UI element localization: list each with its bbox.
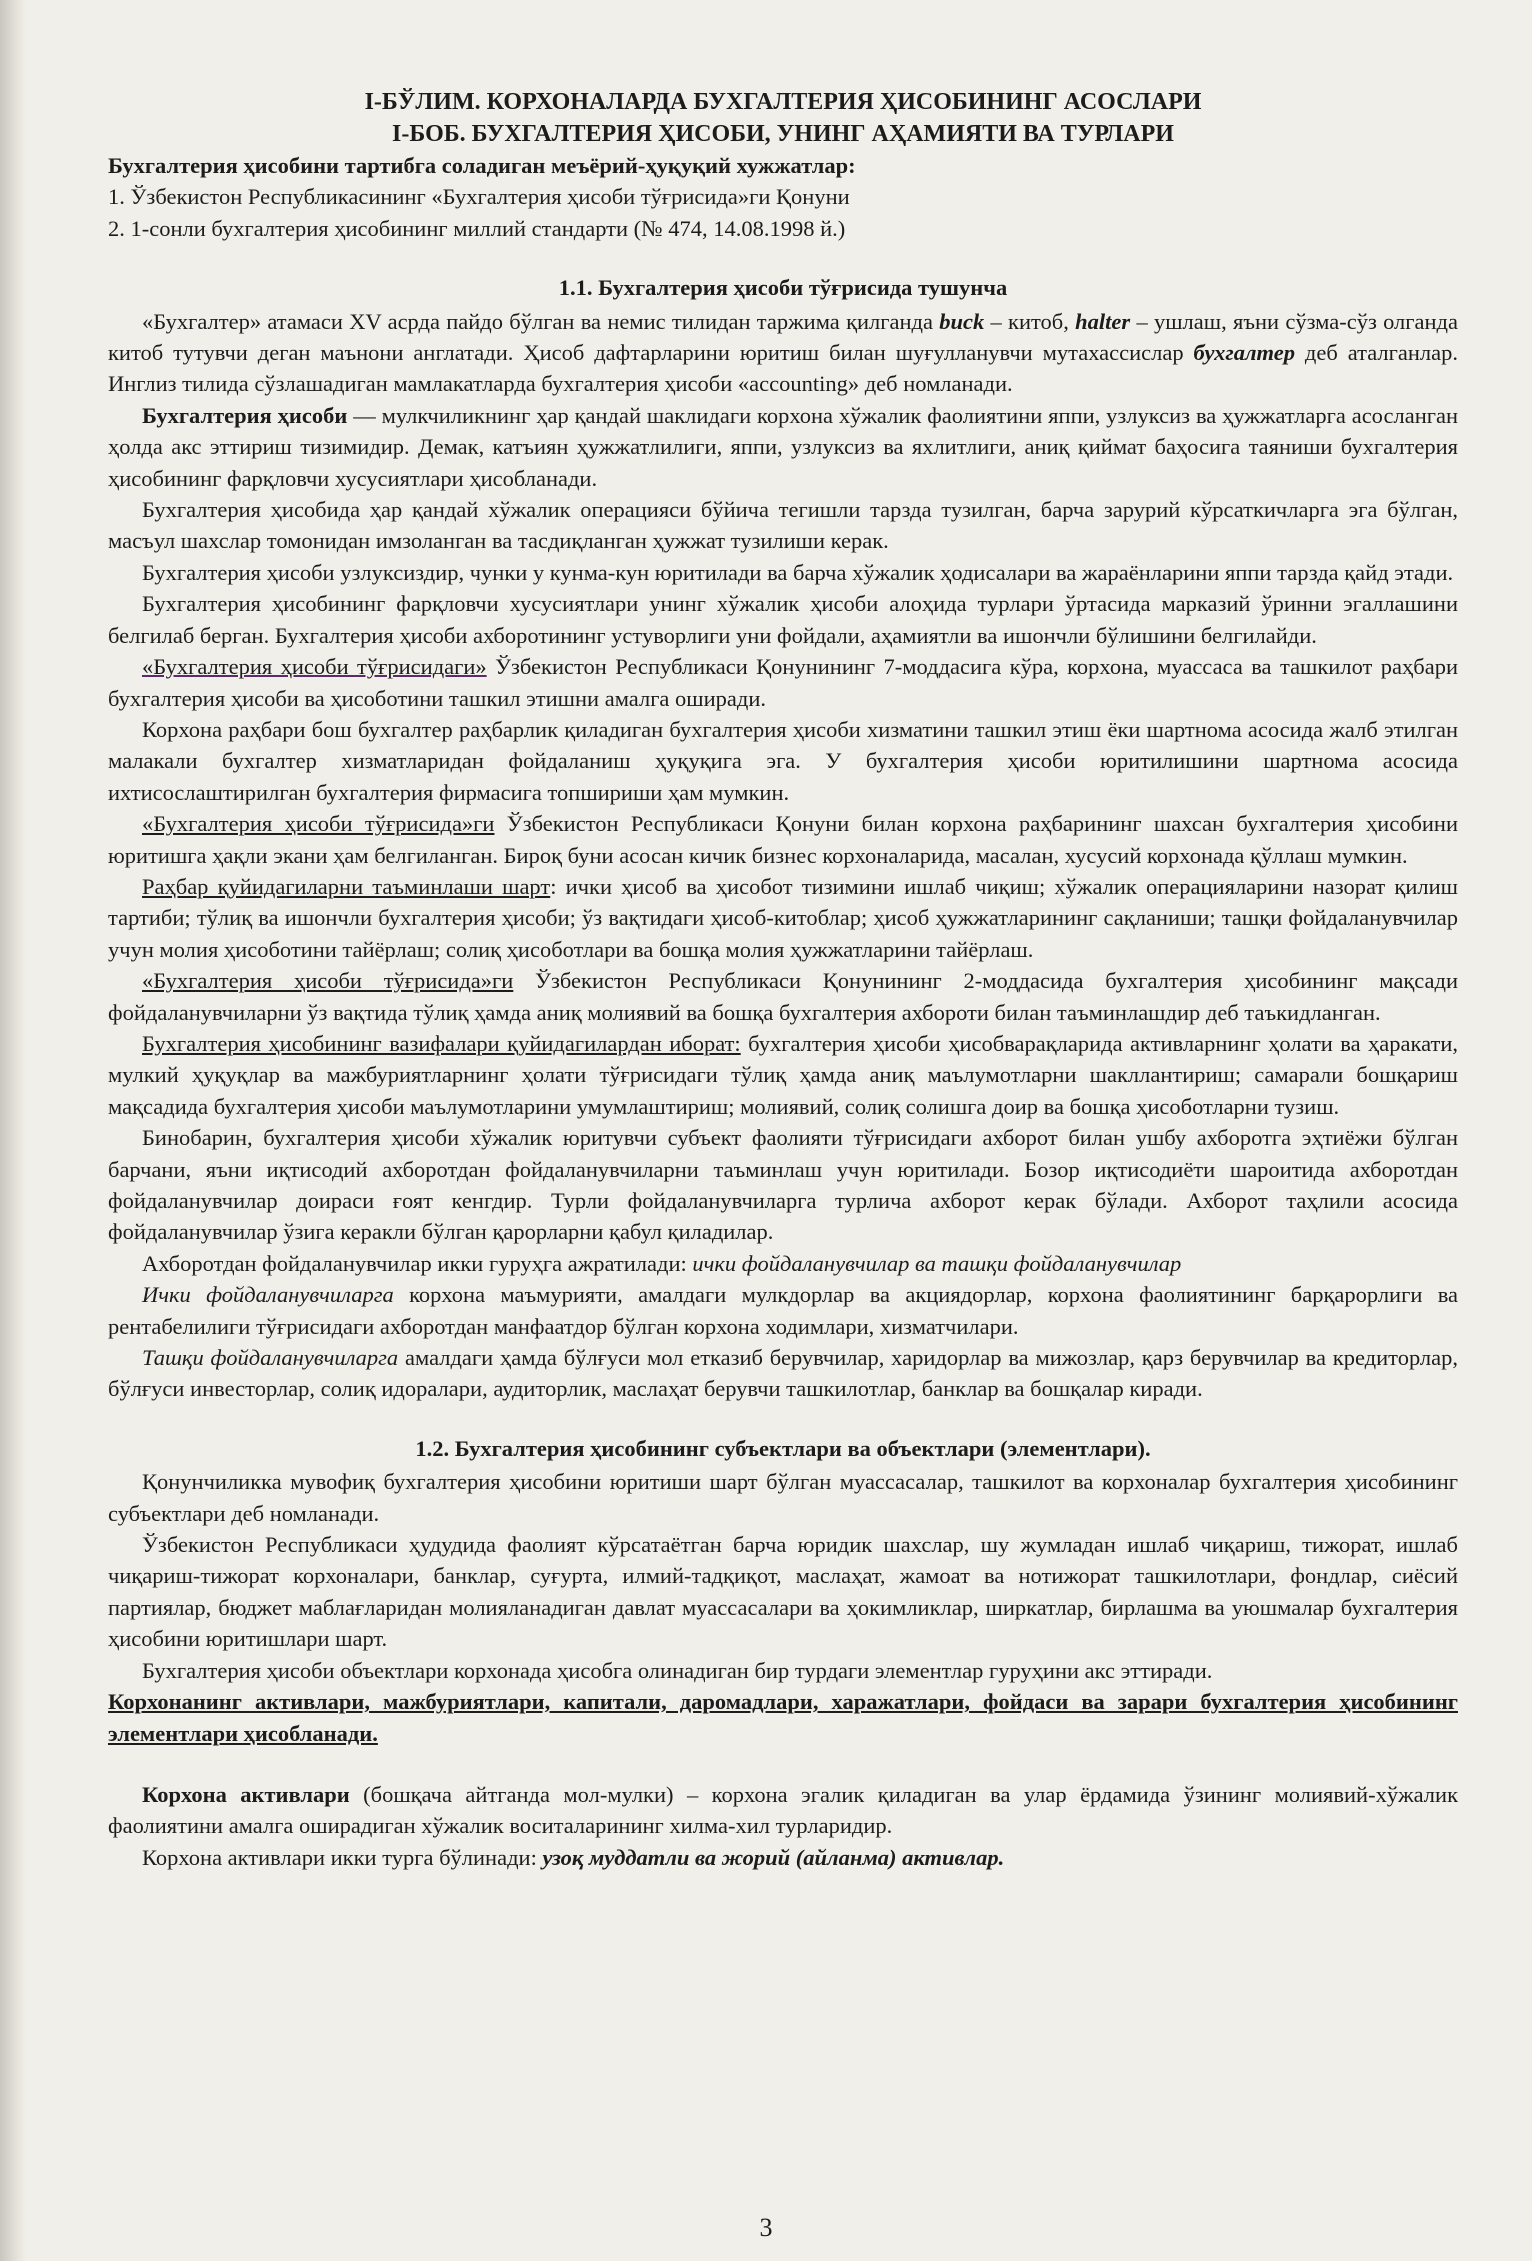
underlined-phrase: Раҳбар қуйидагиларни таъминлаши шарт xyxy=(142,873,551,899)
paragraph-objects: Бухгалтерия ҳисоби объектлари корхонада ҳисобга олинадиган бир турдаги элементлар гуруҳини акс эттиради. xyxy=(142,1657,1213,1683)
text-run: – китоб, xyxy=(984,308,1076,334)
paragraph-subjects: Қонунчиликка мувофиқ бухгалтерия ҳисобини юритиши шарт бўлган муассасалар, ташкилот ва корхоналар бухгалтерия ҳисобининг субъектлари деб номланади. xyxy=(108,1469,1458,1526)
regulation-item-2: 2. 1-сонли бухгалтерия ҳисобининг миллий стандарти (№ 474, 14.08.1998 й.) xyxy=(108,215,846,241)
underlined-phrase: Бухгалтерия ҳисобининг вазифалари қуйидагилардан иборат: xyxy=(142,1030,741,1056)
paragraph-law-article-7 xyxy=(108,651,1458,714)
term-buck: buck xyxy=(939,308,985,334)
text-run: бухгалтерия ҳисоби ҳисобварақларида активларнинг ҳолати ва ҳаракати, мулкий ҳуқуқлар ва мажбуриятларнинг ҳолати тўғрисидаги тўлиқ ҳамда аниқ маълумотларни шакллантириш; самарали бошқариш мақсадида бухгалтерия ҳисоби маълумотларини умумлаштириш; молиявий, солиқ солишга доир ва бошқа ҳисоботларни тузиш. xyxy=(108,1030,1458,1119)
paragraph-legal-entities: Ўзбекистон Республикаси ҳудудида фаолият кўрсатаётган барча юридик шахслар, шу жумладан ишлаб чиқариш, тижорат, ишлаб чиқариш-тижорат корхоналари, банклар, суғурта, илмий-тадқиқот, маслаҳат, жамоат ва нотижорат ташкилотлари, фондлар, сиёсий партиялар, бюджет маблағларидан молияланадиган давлат муассасалари ва ҳокимликлар, ширкатлар, бирлашма ва уюшмалар бухгалтерия ҳисобини юритишлари шарт. xyxy=(108,1532,1458,1652)
paragraph-head-right xyxy=(108,808,1458,871)
law-reference: «Бухгалтерия ҳисоби тўғрисида»ги xyxy=(142,968,514,994)
regulation-item-1: 1. Ўзбекистон Республикасининг «Бухгалтерия ҳисоби тўғрисида»ги Қонуни xyxy=(108,184,850,210)
elements-statement: Корхонанинг активлари, мажбуриятлари, капитали, даромадлари, харажатлари, фойдаси ва зарари бухгалтерия ҳисобининг элементлари ҳисобланади. xyxy=(108,1689,1458,1746)
text-run: Ўзбекистон Республикаси Қонунининг 2-моддасида бухгалтерия ҳисобининг мақсади фойдаланувчиларни ўз вақтида тўлиқ ҳамда аниқ молиявий ва бошқа бухгалтерия ахбороти билан таъминлашдир деб таъкидланган. xyxy=(108,968,1458,1025)
law-reference: «Бухгалтерия ҳисоби тўғрисидаги» xyxy=(142,654,487,680)
paragraph-documents: Бухгалтерия ҳисобида ҳар қандай хўжалик операцияси бўйича тегишли тарзда тузилган, барча зарурий кўрсаткичларга эга бўлган, масъул шахслар томонидан имзоланган ва тасдиқланган ҳужжат тузилиши керак. xyxy=(108,497,1458,554)
paragraph-information-users: Бинобарин, бухгалтерия ҳисоби хўжалик юритувчи субъект фаолияти тўғрисидаги ахборот билан ушбу ахборотга эҳтиёжи бўлган барчани, яъни иқтисодий ахборотдан фойдаланувчиларни таъминлаш учун юритилади. Бозор иқтисодиёти шароитида ахборотдан фойдаланувчилар доираси ғоят кенгдир. Турли фойдаланувчиларга турлича ахборот керак бўлади. Ахборот таҳлили асосида фойдаланувчилар ўзига керакли бўлган қарорларни қабул қиладилар. xyxy=(108,1125,1458,1245)
law-reference: «Бухгалтерия ҳисоби тўғрисида»ги xyxy=(142,811,495,837)
paragraph-asset-types xyxy=(108,1842,1458,1873)
text-run: Корхона активлари икки турга бўлинади: xyxy=(142,1844,543,1870)
paragraph-tasks xyxy=(108,1028,1458,1122)
italic-phrase: ички фойдаланувчилар ва ташқи фойдаланувчилар xyxy=(692,1250,1182,1276)
text-run: Ахборотдан фойдаланувчилар икки гуруҳга ажратилади: xyxy=(142,1250,693,1276)
regulation-heading: Бухгалтерия ҳисобини тартибга соладиган меъёрий-ҳуқуқий хужжатлар: xyxy=(108,153,856,178)
text-run: : ички ҳисоб ва ҳисобот тизимини ишлаб чиқиш; хўжалик операцияларини назорат қилиш тартиби; тўлиқ ва ишончли бухгалтерия ҳисоби; ўз вақтидаги ҳисоб-китоблар; ҳисоб ҳужжатларининг сақланиши; ташқи фойдаланувчилар учун молия ҳисоботини тайёрлаш; солиқ ҳисоботлари ва бошқа молия ҳужжатларини тайёрлаш. xyxy=(108,873,1458,962)
paragraph-chief-accountant: Корхона раҳбари бош бухгалтер раҳбарлик қиладиган бухгалтерия ҳисоби хизматини ташкил этиш ёки шартнома асосида жалб этилган малакали бухгалтер хизматларидан фойдаланиш ҳуқуқига эга. У бухгалтерия ҳисоби юритилишини шартнома асосида ихтисослаштирилган бухгалтерия фирмасига топшириши ҳам мумкин. xyxy=(108,716,1458,805)
paragraph-external-users xyxy=(108,1342,1458,1405)
term-halter: halter xyxy=(1075,308,1131,334)
paragraph-law-article-2 xyxy=(108,965,1458,1028)
text-run: (бошқача айтганда мол-мулки) – корхона эгалик қиладиган ва улар ёрдамида ўзининг молиявий-хўжалик фаолиятини амалга оширадиган хўжалик воситаларининг хилма-хил турларидир. xyxy=(108,1781,1459,1839)
asset-types-phrase: узоқ муддатли ва жорий (айланма) активлар. xyxy=(542,1844,1005,1870)
text-run: «Бухгалтер» атамаси XV асрда пайдо бўлган ва немис тилидан таржима қилганда xyxy=(142,308,940,334)
text-run: Ўзбекистон Республикаси Қонунининг 7-моддасига кўра, корхона, муассаса ва ташкилот раҳбари бухгалтерия ҳисоби ва ҳисоботини ташкил этишни амалга оширади. xyxy=(108,654,1458,711)
paragraph-definition xyxy=(108,400,1458,494)
text-run: корхона маъмурияти, амалдаги мулкдорлар ва акциядорлар, корхона фаолиятининг барқарорлиги ва рентабелилиги тўғрисидаги ахборотдан манфаатдор бўлган корхона ходимлари, хизматчилари. xyxy=(108,1282,1459,1339)
text-run: – ушлаш, яъни сўзма-сўз олганда китоб тутувчи деган маънони англатади. Ҳисоб дафтарларини юритиш билан шуғулланувчи мутахассислар xyxy=(108,308,1458,366)
paragraph-features: Бухгалтерия ҳисобининг фарқловчи хусусиятлари унинг хўжалик ҳисоби алоҳида турлари ўртасида марказий ўринни эгаллашини белгилаб берган. Бухгалтерия ҳисоби ахборотининг устуворлиги уни фойдали, аҳамиятли ва ишончли бўлишини белгилайди. xyxy=(108,591,1458,648)
section-1-1-title: 1.1. Бухгалтерия ҳисоби тўғрисида тушунча xyxy=(558,275,1008,301)
chapter-title: І-БОБ. БУХГАЛТЕРИЯ ҲИСОБИ, УНИНГ АҲАМИЯТИ ВА ТУРЛАРИ xyxy=(392,121,1174,147)
text-run: Ўзбекистон Республикаси Қонуни билан корхона раҳбарининг шахсан бухгалтерия ҳисобини юритишга ҳақли экани ҳам белгиланган. Бироқ буни асосан кичик бизнес корхоналарида, масалан, хусусий корхонада қўллаш мумкин. xyxy=(108,811,1459,868)
italic-term: Ташқи фойдаланувчиларга xyxy=(142,1345,399,1371)
page-number: 3 xyxy=(759,2213,773,2242)
text-run: деб аталганлар. Инглиз тилида сўзлашадиган мамлакатларда бухгалтерия ҳисоби «accounting» деб номланади. xyxy=(108,340,1459,397)
paragraph-bukhgalter-term xyxy=(108,306,1458,400)
paragraph-assets-definition xyxy=(108,1779,1458,1842)
document-page xyxy=(108,86,1458,1873)
italic-term: Ички фойдаланувчиларга xyxy=(142,1282,394,1308)
defined-term: Бухгалтерия ҳисоби xyxy=(142,402,348,428)
scan-shadow-edge xyxy=(0,0,26,2261)
paragraph-gap xyxy=(108,1749,1458,1779)
paragraph-user-groups xyxy=(108,1248,1458,1279)
paragraph-internal-users xyxy=(108,1279,1458,1342)
text-run: амалдаги ҳамда бўлғуси мол етказиб берувчилар, харидорлар ва мижозлар, қарз берувчилар ва кредиторлар, бўлғуси инвесторлар, солиқ идоралари, аудиторлик, маслаҳат берувчи ташкилотлар, банклар ва бошқалар киради. xyxy=(108,1345,1458,1402)
paragraph-elements xyxy=(108,1686,1458,1749)
part-title: І-БЎЛИМ. КОРХОНАЛАРДА БУХГАЛТЕРИЯ ҲИСОБИНИНГ АСОСЛАРИ xyxy=(364,89,1202,115)
section-1-2-title: 1.2. Бухгалтерия ҳисобининг субъектлари ва объектлари (элементлари). xyxy=(415,1435,1151,1461)
paragraph-continuity: Бухгалтерия ҳисоби узлуксиздир, чунки у кунма-кун юритилади ва барча хўжалик ҳодисалари ва жараёнларини яппи тарзда қайд этади. xyxy=(142,559,1454,585)
paragraph-head-duties xyxy=(108,871,1458,965)
text-run: — мулкчиликнинг ҳар қандай шаклидаги корхона хўжалик фаолиятини яппи, узлуксиз ва ҳужжатларга асосланган ҳолда акс эттириш тизимидир. Демак, катъиян ҳужжатлилиги, яппи, узлуксиз ва яхлитлиги, аниқ қиймат баҳосига таяниши бухгалтерия ҳисобининг фарқловчи хусусиятлари ҳисобланади. xyxy=(108,402,1458,491)
defined-term: Корхона активлари xyxy=(142,1781,350,1807)
term-bukhgalter: бухгалтер xyxy=(1193,340,1295,366)
